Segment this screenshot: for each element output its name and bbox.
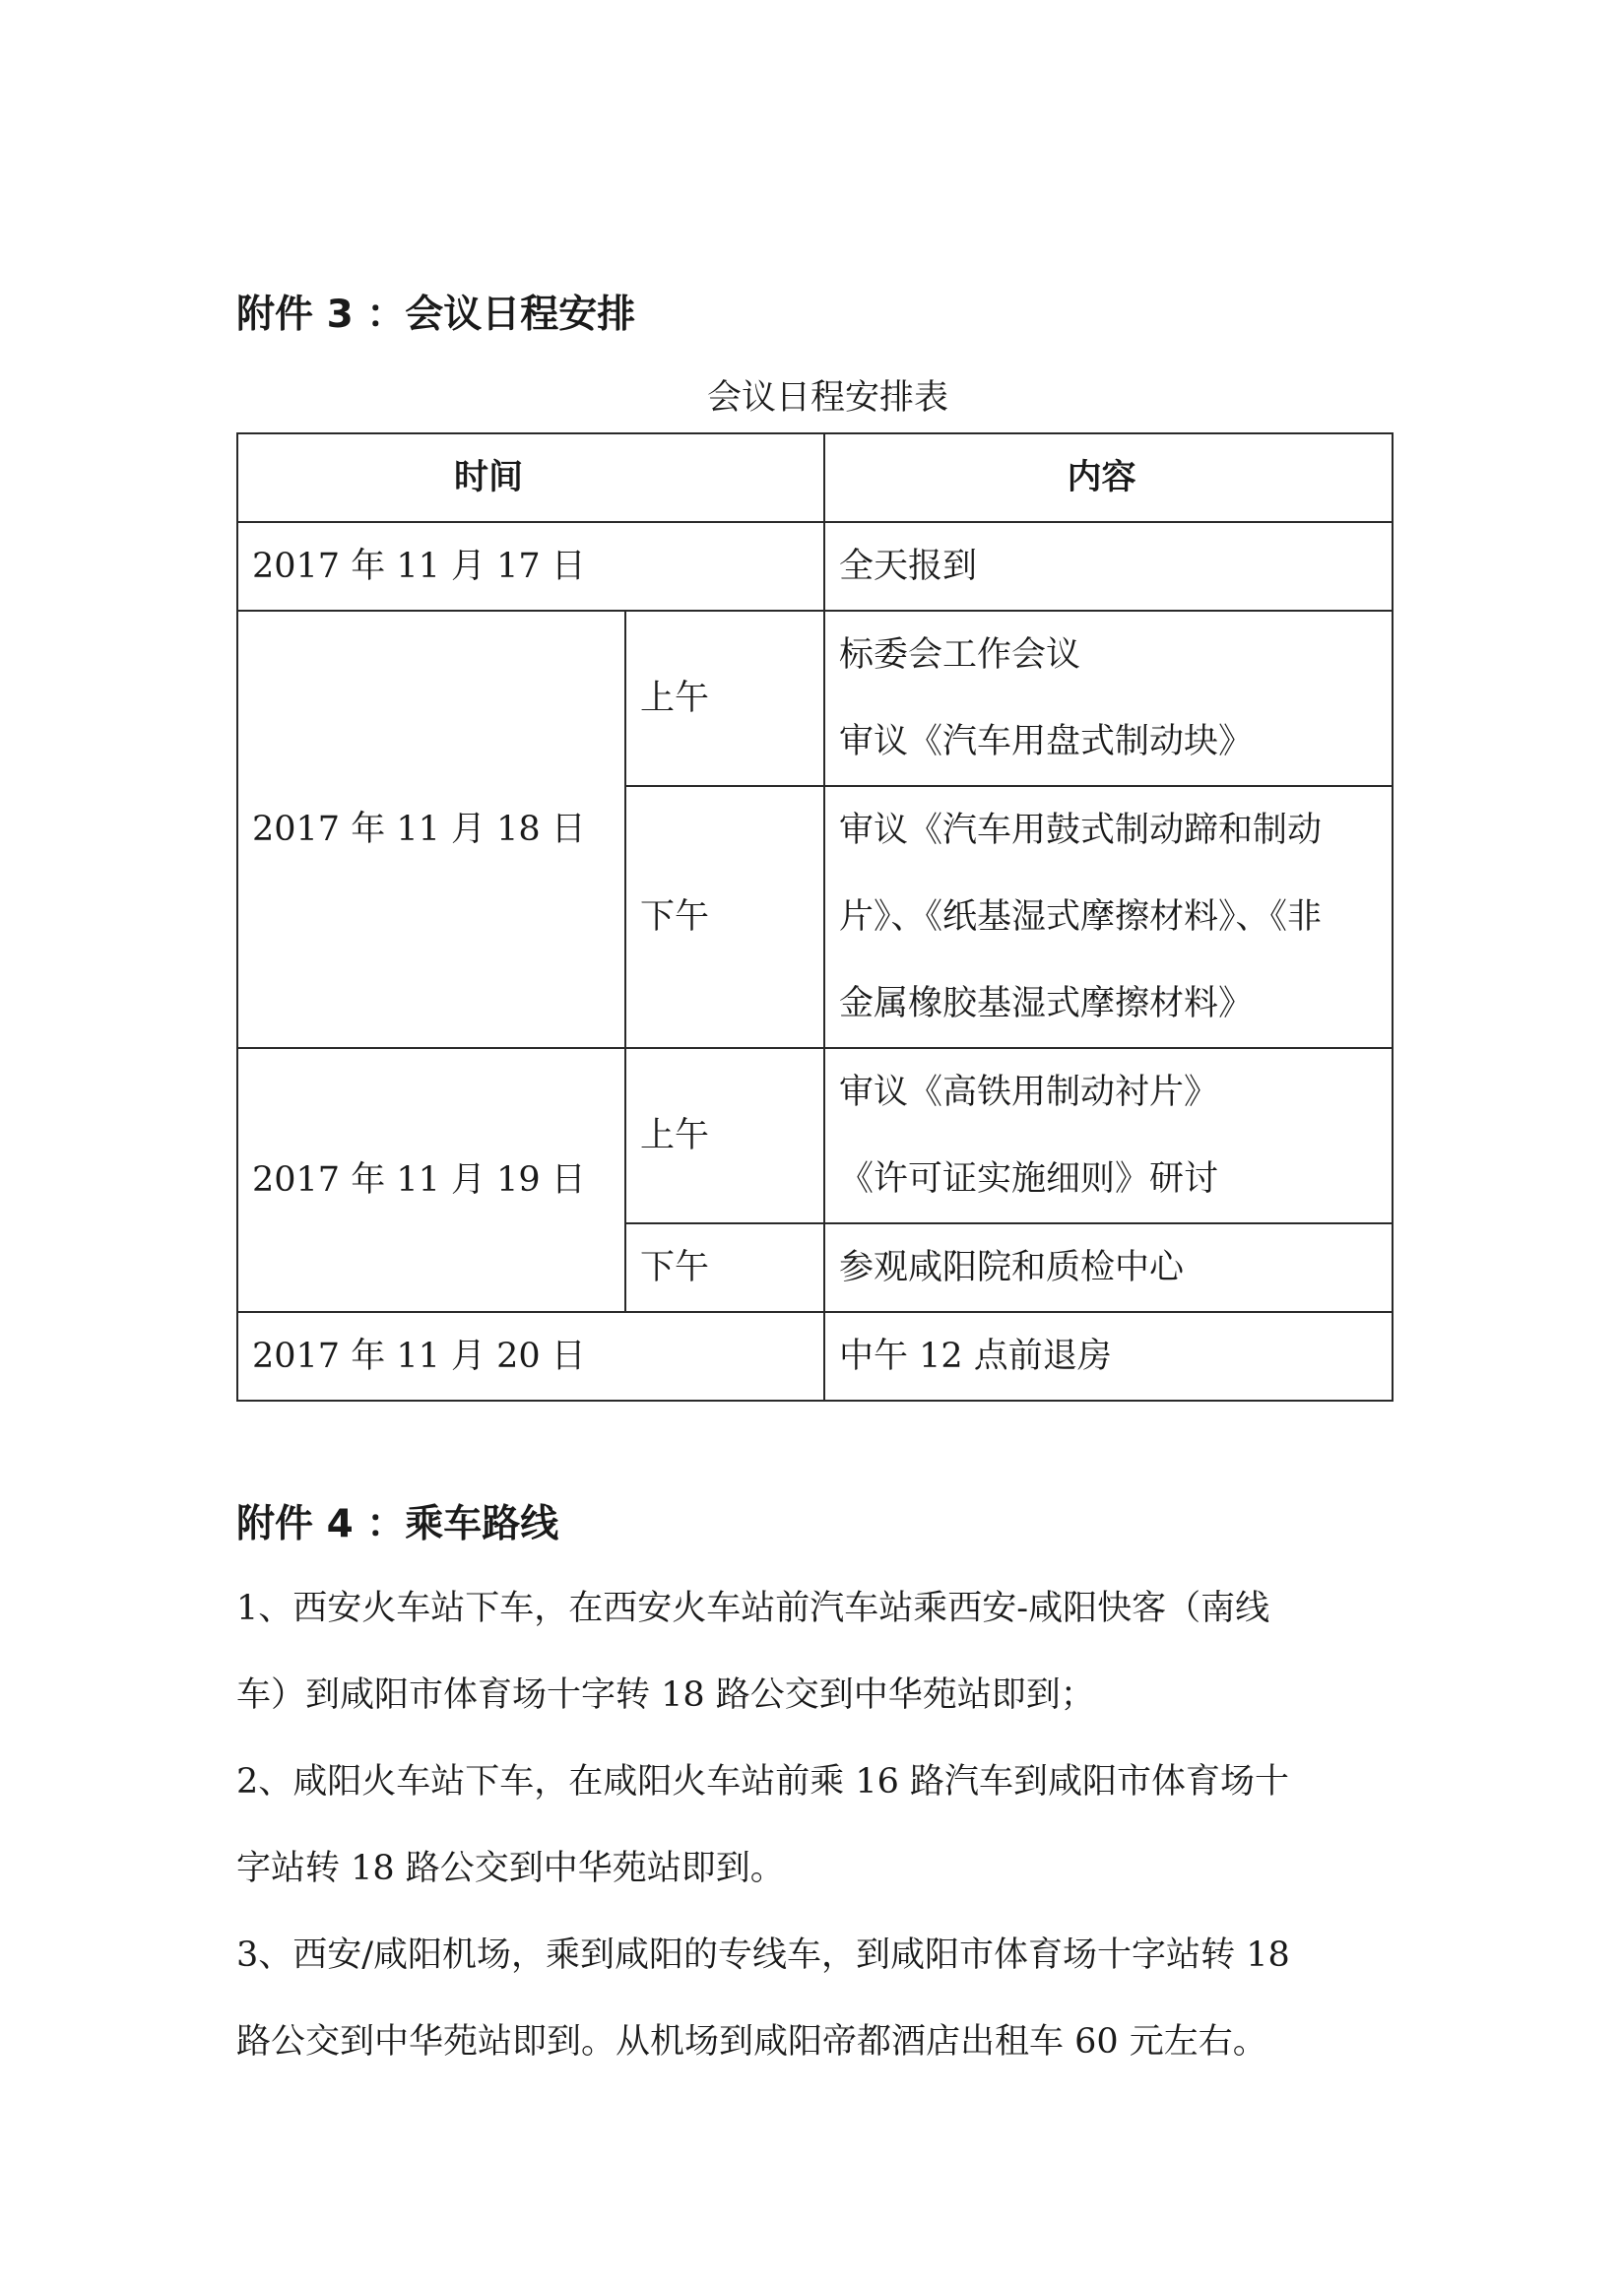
route-item-2-line-1: 2、咸阳火车站下车，在咸阳火车站前乘 16 路汽车到咸阳市体育场十 xyxy=(236,1762,1290,1802)
date-cell: 2017 年 11 月 20 日 xyxy=(237,1312,824,1401)
content-line: 《许可证实施细则》研讨 xyxy=(839,1159,1219,1199)
content-cell: 中午 12 点前退房 xyxy=(824,1312,1393,1401)
content-line: 审议《汽车用盘式制动块》 xyxy=(839,722,1254,761)
route-item-1-line-1: 1、西安火车站下车，在西安火车站前汽车站乘西安-咸阳快客（南线 xyxy=(236,1589,1270,1628)
content-line: 标委会工作会议 xyxy=(839,635,1081,675)
table-header-row xyxy=(237,433,1393,522)
table-row xyxy=(237,611,1393,786)
header-content: 内容 xyxy=(824,433,1393,522)
table-caption: 会议日程安排表 xyxy=(707,378,949,418)
content-cell xyxy=(824,611,1393,786)
route-item-2-line-2: 字站转 18 路公交到中华苑站即到。 xyxy=(236,1849,785,1888)
content-cell: 全天报到 xyxy=(824,522,1393,611)
content-line: 片》、《纸基湿式摩擦材料》、《非 xyxy=(839,897,1323,937)
period-cell: 上午 xyxy=(625,1048,824,1223)
content-cell xyxy=(824,1048,1393,1223)
period-cell: 下午 xyxy=(625,786,824,1048)
attachment4-heading: 附件 4 ：乘车路线 xyxy=(236,1502,559,1546)
content-line: 审议《高铁用制动衬片》 xyxy=(839,1073,1219,1112)
period-cell: 上午 xyxy=(625,611,824,786)
route-item-3-line-1: 3、西安/咸阳机场，乘到咸阳的专线车，到咸阳市体育场十字站转 18 xyxy=(236,1935,1290,1975)
route-item-3-line-2: 路公交到中华苑站即到。从机场到咸阳帝都酒店出租车 60 元左右。 xyxy=(236,2022,1267,2062)
period-cell: 下午 xyxy=(625,1223,824,1312)
date-cell: 2017 年 11 月 18 日 xyxy=(237,611,625,1048)
table-row xyxy=(237,522,1393,611)
date-cell: 2017 年 11 月 19 日 xyxy=(237,1048,625,1312)
schedule-table xyxy=(236,432,1394,1402)
attachment3-heading: 附件 3 ：会议日程安排 xyxy=(236,293,636,337)
content-line: 审议《汽车用鼓式制动蹄和制动 xyxy=(839,811,1323,850)
table-row xyxy=(237,1312,1393,1401)
date-cell: 2017 年 11 月 17 日 xyxy=(237,522,824,611)
header-time: 时间 xyxy=(237,433,824,522)
content-cell: 参观咸阳院和质检中心 xyxy=(824,1223,1393,1312)
route-item-1-line-2: 车）到咸阳市体育场十字转 18 路公交到中华苑站即到； xyxy=(236,1675,1095,1715)
table-row xyxy=(237,1048,1393,1223)
content-line: 金属橡胶基湿式摩擦材料》 xyxy=(839,984,1254,1023)
content-cell xyxy=(824,786,1393,1048)
